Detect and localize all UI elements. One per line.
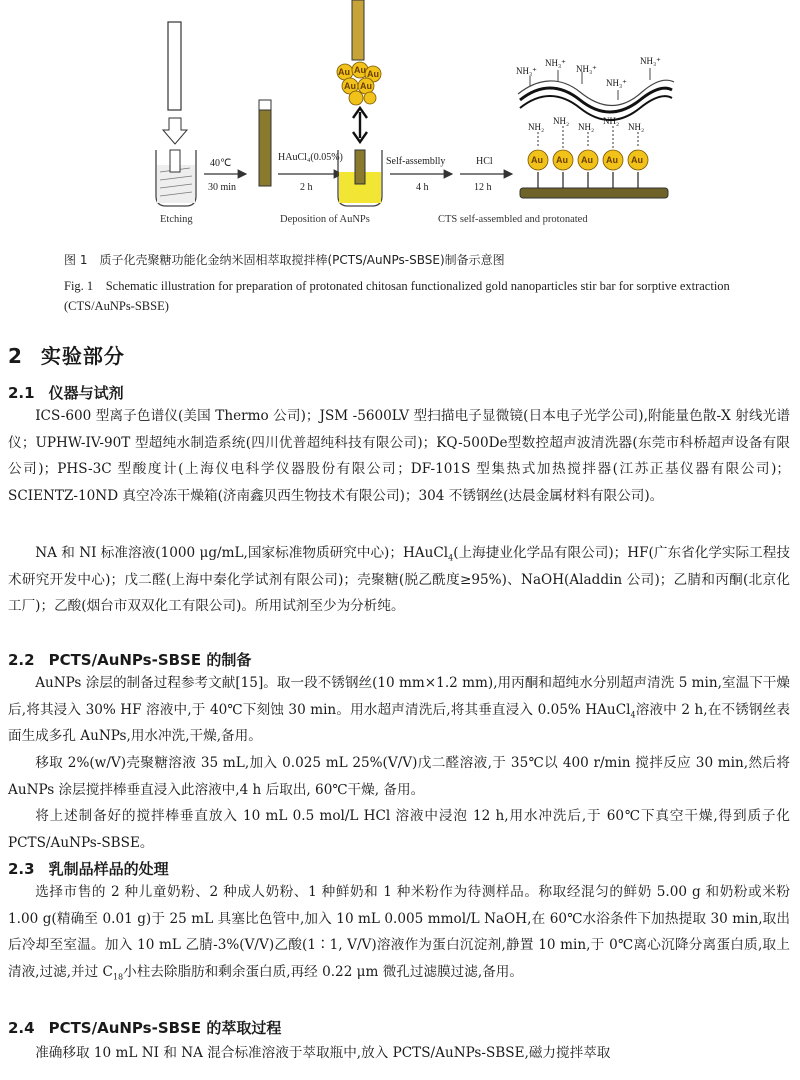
subsection-number: 2.3: [8, 860, 35, 878]
nh2-label-4: NH₂: [603, 116, 620, 126]
subscript: 4: [448, 553, 454, 563]
time3-label: 4 h: [416, 182, 429, 193]
figure-svg: [120, 0, 680, 240]
figure-caption-en: [64, 276, 744, 316]
reagent-label: HAuCl₄(0.05%): [278, 152, 343, 163]
nh3-label-2: NH₃⁺: [545, 58, 566, 68]
paragraph-2-3-samples: [8, 879, 790, 985]
steel-wire: [168, 22, 181, 110]
nh3-label-3: NH₃⁺: [576, 64, 597, 74]
figure-caption-en-text: Schematic illustration for preparation of protonated chitosan functionalized gold nanoparticles stir bar for sorptive extraction (CTS/AuNPs-SBSE): [64, 279, 730, 313]
text-run: 小柱去除脂肪和剩余蛋白质,再经 0.22 μm 微孔过滤膜过滤,备用。: [123, 963, 523, 980]
au-coated-rod: [337, 0, 381, 105]
deposition-beaker: [338, 150, 382, 206]
au-label-final-2: Au: [556, 155, 568, 165]
paragraph-2-1-reagents: [8, 540, 790, 620]
etching-beaker: [156, 150, 196, 206]
text-run: (上海捷业化学品有限公司)；HF(广东省化学实际工程技术研究开发中心)；戊二醛(上海中秦化学试剂有限公司)；壳聚糖(脱乙酰度≥95%)、NaOH(Aladdin 公司)；乙腈和丙酮(北京化工厂)；乙酸(烟台市双双化工有限公司)。所用试剂至少为分析纯。: [8, 545, 790, 614]
acid-label: HCl: [476, 156, 493, 167]
paragraph-2-2-chitosan: 移取 2%(w/V)壳聚糖溶液 35 mL,加入 0.025 mL 25%(V/V)戊二醛溶液,于 35℃以 400 r/min 搅拌反应 30 min,然后将 AuNPs 涂层搅拌棒垂直浸入此溶液中,4 h 后取出, 60℃干燥, 备用。: [8, 755, 790, 798]
subscript: 4: [630, 710, 636, 720]
subsection-title: 乳制品样品的处理: [48, 860, 169, 878]
au-label-final-3: Au: [581, 155, 593, 165]
time1-label: 30 min: [208, 182, 237, 193]
au-label-final-4: Au: [606, 155, 618, 165]
text-run: AuNPs 涂层的制备过程参考文献[15]。取一段不锈钢丝(10 mm×1.2 mm),用丙酮和超纯水分别超声清洗 5 min,室温下干燥后,将其浸入 30% HF 溶液中,于 40℃下刻蚀 30 min。用水超声清洗后,将其垂直浸入 0.05% HAuCl: [8, 675, 790, 718]
etched-rod: [259, 100, 271, 186]
paragraph-2-1-instruments: ICS-600 型离子色谱仪(美国 Thermo 公司)；JSM -5600LV 型扫描电子显微镜(日本电子光学公司),附能量色散-X 射线光谱仪；UPHW-IV-90T 型超纯水制造系统(四川优普超纯科技有限公司)；KQ-500De型数控超声波清洗器(东莞市科桥超声设备有限公司)；PHS-3C 型酸度计(上海仪电科学仪器股份有限公司；DF-101S 型集热式加热搅拌器(江苏正基仪器有限公司)；SCIENTZ-10ND 真空冷冻干燥箱(济南鑫贝西生物技术有限公司)；304 不锈钢丝(达晨金属材料有限公司)。: [8, 408, 790, 504]
schematic-figure: [120, 0, 680, 240]
subsection-title: PCTS/AuNPs-SBSE 的萃取过程: [48, 1019, 282, 1037]
nh3-label-5: NH₃⁺: [640, 56, 661, 66]
paragraph-2-4-extraction: 准确移取 10 mL NI 和 NA 混合标准溶液于萃取瓶中,放入 PCTS/AuNPs-SBSE,磁力搅拌萃取: [35, 1045, 611, 1061]
au-label-final-5: Au: [631, 155, 643, 165]
subsection-number: 2.1: [8, 384, 35, 402]
time4-label: 12 h: [474, 182, 492, 193]
subsection-2-3-heading: [8, 858, 169, 879]
self-assembly-label: Self-assemblly: [386, 156, 446, 167]
subsection-number: 2.4: [8, 1019, 35, 1037]
subsection-2-2-heading: [8, 649, 251, 670]
text-run: 选择市售的 2 种儿童奶粉、2 种成人奶粉、1 种鲜奶和 1 种米粉作为待测样品。称取经混匀的鲜奶 5.00 g 和奶粉或米粉 1.00 g(精确至 0.01 g)于 25 mL 具塞比色管中,加入 10 mL 0.005 mmol/L NaOH,在 60℃水浴条件下加热提取 30 min,取出后冷却至室温。加入 10 mL 乙腈-3%(V/V)乙酸(1∶1, V/V)溶液作为蛋白沉淀剂,静置 10 min,于 0℃离心沉降分离蛋白质,取上清液,过滤,并过 C: [8, 884, 790, 980]
cts-label: CTS self-assembled and protonated: [438, 214, 588, 225]
protonated-cts-structure: [516, 56, 674, 198]
section-heading: [8, 340, 125, 369]
nh3-label-4: NH₃⁺: [606, 78, 627, 88]
figure-caption-cn: 图 1 质子化壳聚糖功能化金纳米固相萃取搅拌棒(PCTS/AuNPs-SBSE)制备示意图: [64, 253, 505, 267]
nh3-label-1: NH₃⁺: [516, 66, 537, 76]
nh2-label-5: NH₂: [628, 122, 645, 132]
double-arrow-icon: [353, 108, 367, 142]
au-label-final-1: Au: [531, 155, 543, 165]
subsection-title: 仪器与试剂: [48, 384, 124, 402]
subsection-title: PCTS/AuNPs-SBSE 的制备: [48, 651, 252, 669]
subscript: 18: [112, 972, 124, 982]
nh2-label-1: NH₂: [528, 122, 545, 132]
section-number: 2: [8, 344, 23, 368]
subsection-2-4-heading: [8, 1017, 281, 1038]
subsection-2-1-heading: [8, 382, 124, 403]
text-run: NA 和 NI 标准溶液(1000 μg/mL,国家标准物质研究中心)；HAuCl: [35, 545, 449, 561]
section-title: 实验部分: [40, 344, 125, 368]
time2-label: 2 h: [300, 182, 313, 193]
paragraph-2-2-aunps: [8, 670, 790, 750]
down-arrow-icon: [163, 118, 187, 144]
figure-caption-en-label: Fig. 1: [64, 279, 94, 293]
au-label-cluster-1: Au: [338, 67, 350, 77]
etching-label: Etching: [160, 214, 193, 225]
text-run: 溶液中 2 h,在不锈钢丝表面生成多孔 AuNPs,用水冲洗,干燥,备用。: [8, 701, 791, 744]
au-label-cluster-4: Au: [344, 81, 356, 91]
nh2-label-2: NH₂: [553, 116, 570, 126]
subsection-number: 2.2: [8, 651, 35, 669]
au-label-cluster-5: Au: [360, 81, 372, 91]
au-label-cluster-2: Au: [354, 65, 366, 75]
paragraph-2-2-protonation: 将上述制备好的搅拌棒垂直放入 10 mL 0.5 mol/L HCl 溶液中浸泡 12 h,用水冲洗后,于 60℃下真空干燥,得到质子化 PCTS/AuNPs-SBSE。: [8, 808, 790, 851]
temp-label: 40℃: [210, 158, 232, 169]
nh2-label-3: NH₂: [578, 122, 595, 132]
au-label-cluster-3: Au: [367, 69, 379, 79]
deposition-label: Deposition of AuNPs: [280, 214, 370, 225]
